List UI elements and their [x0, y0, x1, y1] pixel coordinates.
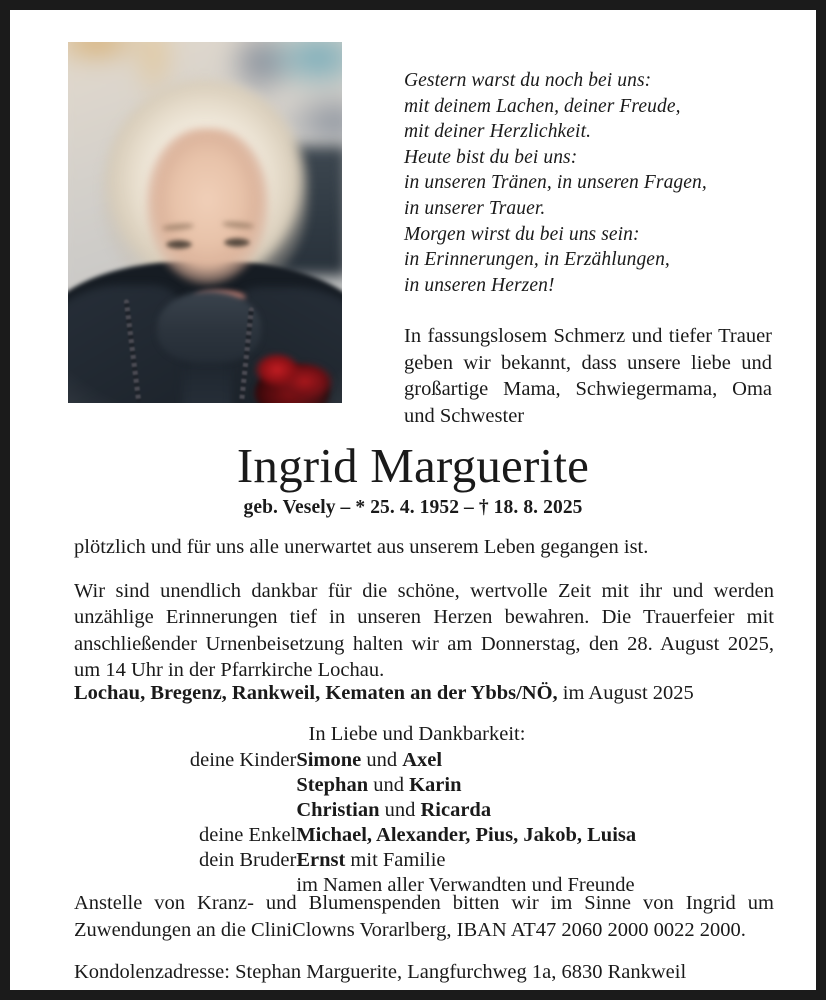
family-block — [10, 721, 816, 898]
places-date: im August 2025 — [562, 682, 694, 704]
family-name: Ricarda — [420, 799, 492, 821]
family-names — [296, 848, 636, 873]
family-name: Stephan — [296, 774, 369, 796]
poem-line: in Erinnerungen, in Erzählungen, — [404, 249, 670, 271]
family-row — [190, 748, 636, 773]
family-name: Axel — [402, 749, 443, 771]
body-paragraph-1: plötzlich und für uns alle unerwartet aus unserem Leben gegangen ist. — [74, 536, 649, 558]
family-names — [296, 773, 636, 798]
poem-line: in unseren Tränen, in unseren Fragen, — [404, 172, 707, 194]
footer-block — [74, 890, 774, 986]
family-conjunction: und — [379, 799, 421, 821]
family-heading: In Liebe und Dankbarkeit: — [308, 723, 526, 745]
family-table — [190, 748, 636, 898]
family-row — [190, 823, 636, 848]
top-block — [10, 10, 816, 427]
deceased-dates: geb. Vesely – * 25. 4. 1952 – † 18. 8. 2025 — [243, 497, 583, 518]
notice-inner — [10, 10, 816, 990]
family-name: Simone — [296, 749, 362, 771]
family-relation-label: deine Kinder — [189, 749, 297, 771]
family-names — [296, 823, 636, 848]
photo-face-shape — [146, 128, 268, 284]
family-row — [190, 848, 636, 873]
family-name: Karin — [409, 774, 462, 796]
family-name: Christian — [296, 799, 380, 821]
donations-text: Anstelle von Kranz- und Blumenspenden bitten wir im Sinne von Ingrid um Zuwendungen an die CliniClowns Vorarlberg, IBAN AT47 2060 2000 0022 2000. — [74, 892, 774, 941]
portrait-photo-canvas — [68, 42, 342, 403]
family-names — [296, 748, 636, 773]
poem-line: in unserer Trauer. — [404, 197, 546, 219]
photo-left-eye — [166, 240, 192, 249]
announcement-text: In fassungslosem Schmerz und tiefer Trauer geben wir bekannt, dass unsere liebe und großartige Mama, Schwiegermama, Oma und Schwester — [404, 325, 772, 427]
family-row — [190, 798, 636, 823]
places-line — [74, 680, 774, 707]
poem-line: mit deinem Lachen, deiner Freude, — [404, 95, 681, 117]
deceased-name: Ingrid Marguerite — [236, 438, 590, 493]
family-closing: im Namen aller Verwandten und Freunde — [296, 874, 635, 896]
family-row — [190, 773, 636, 798]
poem-line: Gestern warst du noch bei uns: — [404, 70, 652, 91]
family-conjunction: und — [368, 774, 410, 796]
family-relation-label: dein Bruder — [198, 849, 297, 871]
poem-line: in unseren Herzen! — [404, 274, 555, 296]
family-name: Ernst — [296, 849, 346, 871]
family-relation-label: deine Enkel — [198, 824, 297, 846]
body-text — [74, 534, 774, 684]
poem-line: Morgen wirst du bei uns sein: — [404, 223, 640, 245]
family-relation-label — [190, 798, 296, 823]
family-conjunction: mit Familie — [345, 849, 446, 871]
places-locations: Lochau, Bregenz, Rankweil, Kematen an der Ybbs/NÖ, — [74, 682, 558, 704]
memorial-poem — [404, 68, 804, 298]
portrait-photo — [68, 42, 342, 403]
family-relation-label — [190, 773, 296, 798]
family-conjunction: und — [361, 749, 403, 771]
poem-line: mit deiner Herzlichkeit. — [404, 121, 592, 143]
family-name: Michael, Alexander, Pius, Jakob, Luisa — [296, 824, 637, 846]
family-names — [296, 798, 636, 823]
poem-line: Heute bist du bei uns: — [404, 146, 578, 168]
body-paragraph-2: Wir sind unendlich dankbar für die schöne, wertvolle Zeit mit ihr und werden unzählige Erinnerungen tief in unseren Herzen bewahren. Die Trauerfeier mit anschließender Urnenbeisetzung halten wir am Donnerstag, den 28. August 2025, um 14 Uhr in der Pfarrkirche Lochau. — [74, 579, 774, 681]
photo-rose-brooch — [244, 341, 336, 403]
condolence-address: Kondolenzadresse: Stephan Marguerite, Langfurchweg 1a, 6830 Rankweil — [74, 961, 687, 983]
photo-right-eye — [224, 238, 250, 247]
